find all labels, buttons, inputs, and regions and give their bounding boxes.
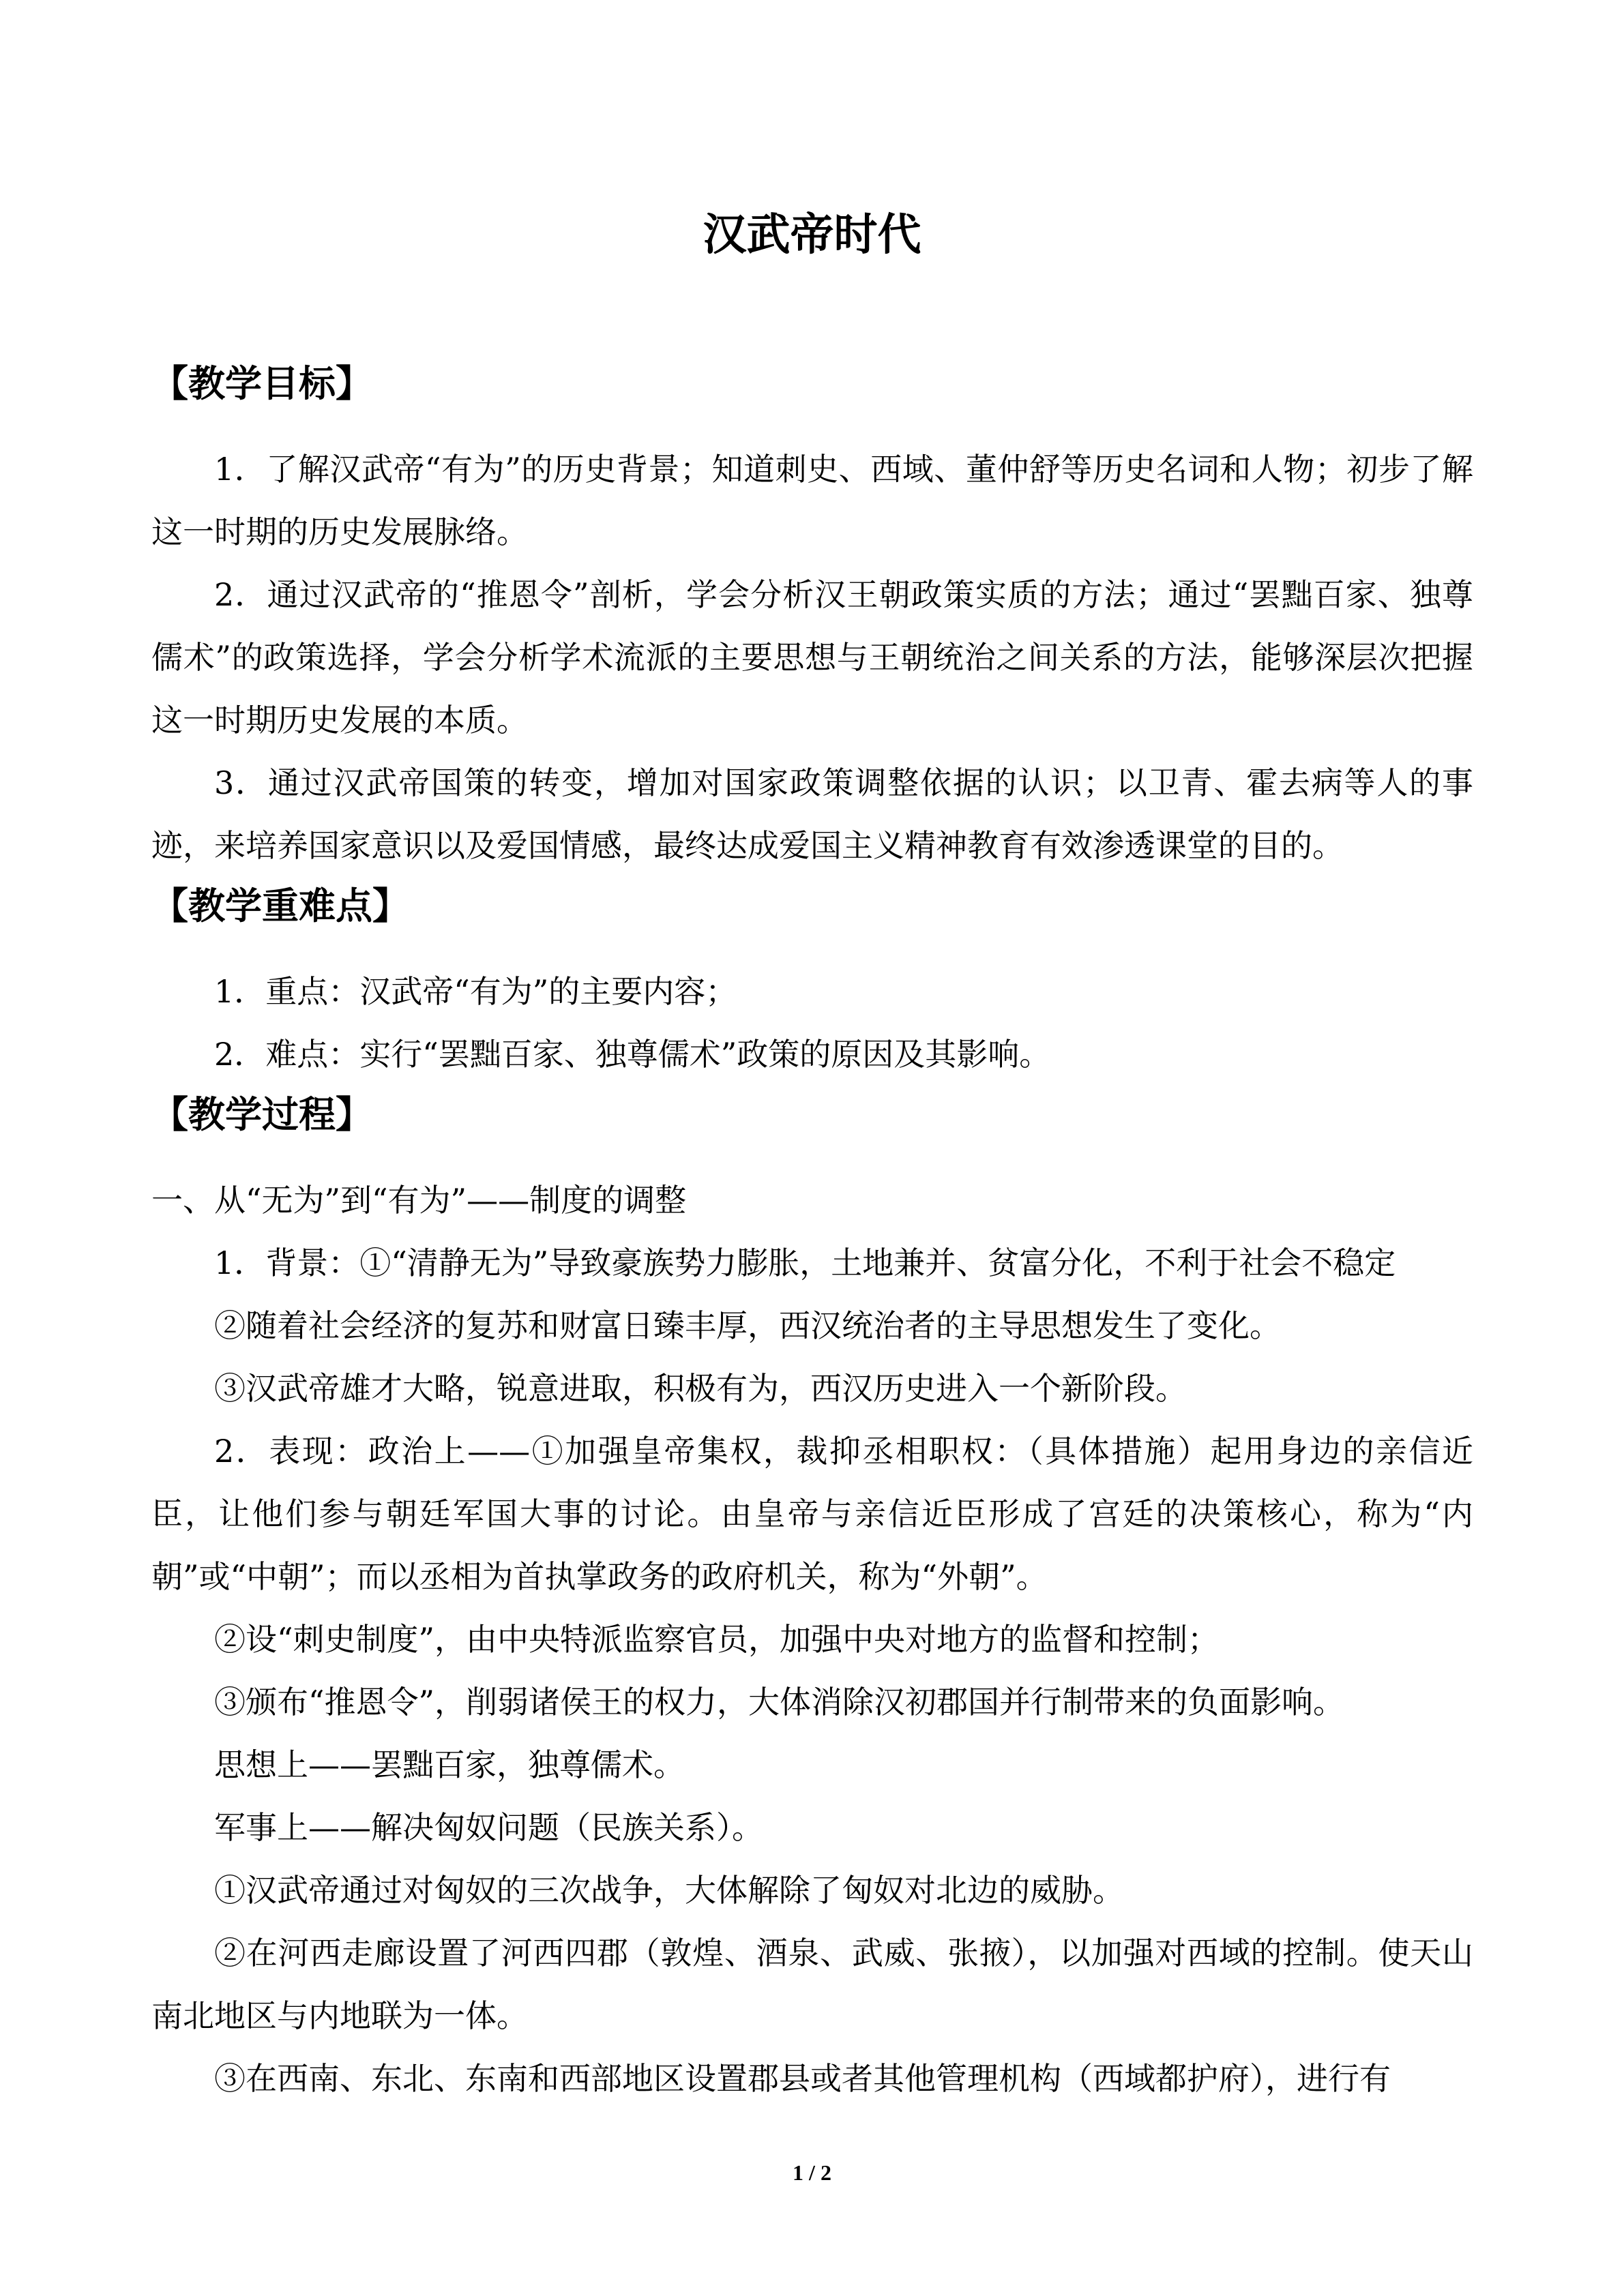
process-paragraph-5: ②设“刺史制度”，由中央特派监察官员，加强中央对地方的监督和控制； [214,1621,1220,1658]
process-paragraph-6: ③颁布“推恩令”，削弱诸侯王的权力，大体消除汉初郡国并行制带来的负面影响。 [214,1684,1345,1720]
document-title: 汉武帝时代 [703,210,921,260]
process-paragraph-7: 思想上——罢黜百家，独尊儒术。 [214,1746,685,1783]
process-paragraph-8: 军事上——解决匈奴问题（民族关系）。 [214,1809,763,1846]
process-paragraph-4: 2．表现：政治上——①加强皇帝集权，裁抑丞相职权：（具体措施）起用身边的亲信近臣，让他们参与朝廷军国大事的讨论。由皇帝与亲信近臣形成了宫廷的决策核心，称为“内朝”或“中朝”；而以丞相为首执掌政务的政府机关，称为“外朝”。 [151,1433,1473,1595]
key-point-item-1: 1．重点：汉武帝“有为”的主要内容； [214,973,737,1010]
section-heading-key-points: 【教学重难点】 [151,884,409,927]
process-paragraph-9: ①汉武帝通过对匈奴的三次战争，大体解除了匈奴对北边的威胁。 [214,1872,1124,1909]
process-paragraph-10: ②在河西走廊设置了河西四郡（敦煌、酒泉、武威、张掖），以加强对西域的控制。使天山南北地区与内地联为一体。 [151,1935,1473,2034]
objective-item-2: 2．通过汉武帝的“推恩令”剖析，学会分析汉王朝政策实质的方法；通过“罢黜百家、独尊儒术”的政策选择，学会分析学术流派的主要思想与王朝统治之间关系的方法，能够深层次把握这一时期历史发展的本质。 [151,576,1473,739]
objective-item-1: 1．了解汉武帝“有为”的历史背景；知道刺史、西域、董仲舒等历史名词和人物；初步了解这一时期的历史发展脉络。 [151,451,1473,550]
process-paragraph-3: ③汉武帝雄才大略，锐意进取，积极有为，西汉历史进入一个新阶段。 [214,1370,1187,1407]
process-paragraph-1: 1．背景：①“清静无为”导致豪族势力膨胀，土地兼并、贫富分化，不利于社会不稳定 [214,1244,1396,1281]
document-body [151,357,1473,2110]
section-heading-process: 【教学过程】 [151,1093,372,1136]
process-subheading: 一、从“无为”到“有为”——制度的调整 [151,1182,687,1219]
page-number: 1 / 2 [793,2160,831,2185]
objective-item-3: 3．通过汉武帝国策的转变，增加对国家政策调整依据的认识；以卫青、霍去病等人的事迹，来培养国家意识以及爱国情感，最终达成爱国主义精神教育有效渗透课堂的目的。 [151,764,1473,864]
process-paragraph-11: ③在西南、东北、东南和西部地区设置郡县或者其他管理机构（西域都护府），进行有 [214,2060,1391,2097]
key-point-item-2: 2．难点：实行“罢黜百家、独尊儒术”政策的原因及其影响。 [214,1036,1051,1073]
process-paragraph-2: ②随着社会经济的复苏和财富日臻丰厚，西汉统治者的主导思想发生了变化。 [214,1307,1281,1344]
section-heading-objectives: 【教学目标】 [151,362,372,405]
